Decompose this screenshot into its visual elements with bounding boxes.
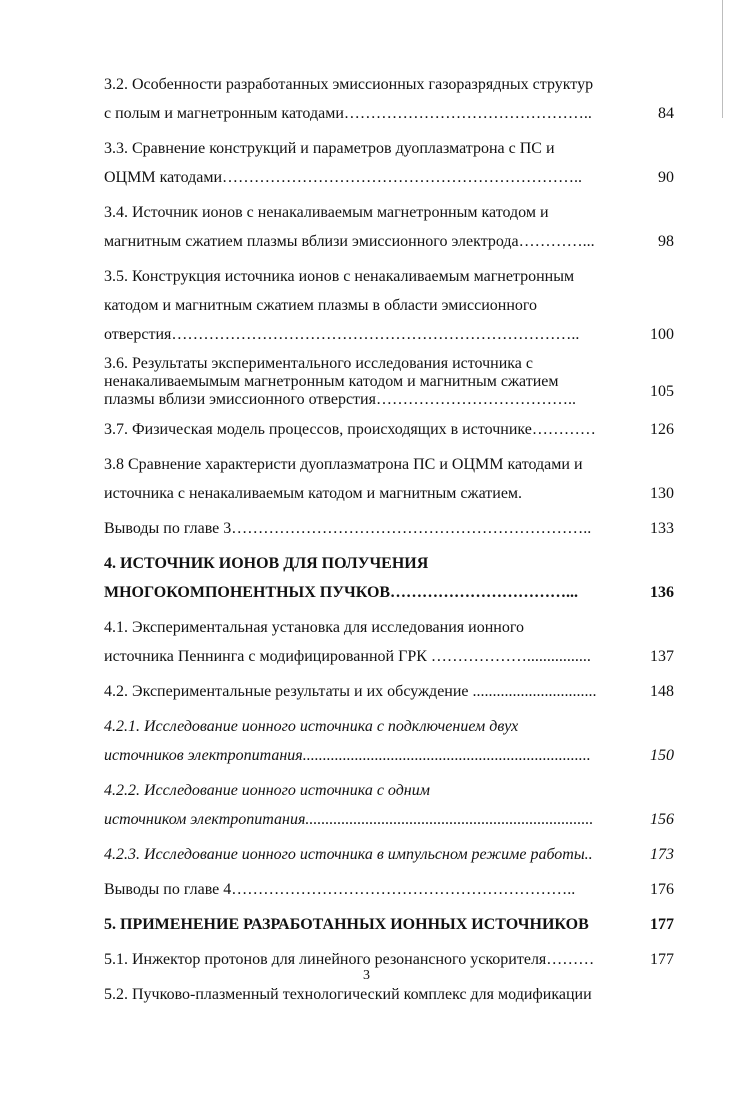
toc-entry-line: 3.7. Физическая модель процессов, происходящих в источнике………… [104,421,596,438]
toc-page-number: 176 [650,881,674,898]
toc-entry [104,980,674,1009]
toc-page-number: 98 [658,233,674,250]
toc-entry [104,910,674,939]
toc-entry [104,450,674,508]
page-number: 3 [363,968,370,983]
toc-page-number: 177 [650,951,674,968]
toc-entry-line: МНОГОКОМПОНЕНТНЫХ ПУЧКОВ……………………………... [104,584,579,601]
toc-entry-line: с полым и магнетронным катодами……………………………………….. [104,105,592,122]
toc-entry [104,549,674,607]
toc-entry [104,613,674,671]
toc-entry-line: Выводы по главе 4……………………………………………………….. [104,881,576,898]
toc-entry [104,70,674,128]
toc-entry-line: источником электропитания........................................................................ [104,811,594,828]
toc-page-number: 126 [650,421,674,438]
toc-entry-line: 4.2.2. Исследование ионного источника с одним [104,782,430,799]
toc-entry-line: 3.2. Особенности разработанных эмиссионных газоразрядных структур [104,76,594,93]
toc-entry-line: катодом и магнитным сжатием плазмы в области эмиссионного [104,297,538,314]
toc-entry [104,712,674,770]
toc-entry-line: 5.2. Пучково-плазменный технологический комплекс для модификации [104,986,592,1003]
toc-entry-line: 3.8 Сравнение характеристи дуоплазматрона ПС и ОЦММ катодами и [104,456,583,473]
toc-entry [104,875,674,904]
toc-entry [104,840,674,869]
toc-page-number: 137 [650,648,674,665]
toc-page-number: 177 [650,916,674,933]
toc-entry-line: 4.1. Экспериментальная установка для исследования ионного [104,619,524,636]
toc-entry [104,776,674,834]
toc-entry-line: источника с ненакаливаемым катодом и магнитным сжатием. [104,485,523,502]
toc-page-number: 136 [650,584,674,601]
toc-entry [104,677,674,706]
toc-entry [104,134,674,192]
toc-entry-line: ОЦММ катодами………………………………………………………….. [104,169,583,186]
toc-page-number: 173 [650,846,674,863]
toc-entry-line: 3.3. Сравнение конструкций и параметров дуоплазматрона с ПС и [104,140,555,157]
toc-page-number: 130 [650,485,674,502]
table-of-contents [104,70,674,1009]
toc-entry-line: 4.2.3. Исследование ионного источника в импульсном режиме работы.. [104,846,593,863]
toc-page-number: 84 [658,105,674,122]
toc-entry-line: 3.5. Конструкция источника ионов с ненакаливаемым магнетронным [104,268,575,285]
toc-page-number: 156 [650,811,674,828]
toc-entry-line: источника Пеннинга с модифицированной ГРК ………………................ [104,648,591,665]
toc-entry-line: 4.2. Экспериментальные результаты и их обсуждение ............................... [104,683,597,700]
toc-entry-line: магнитным сжатием плазмы вблизи эмиссионного электрода…………... [104,233,595,250]
toc-page-number: 90 [658,169,674,186]
toc-entry [104,262,674,349]
toc-entry [104,355,674,409]
toc-page-number: 148 [650,683,674,700]
toc-page-number: 105 [650,383,674,400]
toc-entry-line: источников электропитания........................................................................ [104,747,591,764]
toc-entry-line: 4.2.1. Исследование ионного источника с подключением двух [104,718,519,735]
toc-entry-line: 3.6. Результаты экспериментального исследования источника с [104,355,533,372]
toc-entry [104,198,674,256]
toc-entry [104,514,674,543]
toc-entry [104,415,674,444]
toc-entry-line: Выводы по главе 3………………………………………………………….. [104,520,592,537]
toc-entry-line: отверстия………………………………………………………………….. [104,326,580,343]
toc-page-number: 150 [650,747,674,764]
toc-entry-line: 3.4. Источник ионов с ненакаливаемым магнетронным катодом и [104,204,549,221]
toc-entry-line: ненакаливаемымым магнетронным катодом и магнитным сжатием [104,373,559,390]
toc-entry-line: 4. ИСТОЧНИК ИОНОВ ДЛЯ ПОЛУЧЕНИЯ [104,555,429,572]
toc-entry-line: 5. ПРИМЕНЕНИЕ РАЗРАБОТАННЫХ ИОННЫХ ИСТОЧНИКОВ [104,916,589,933]
toc-entry-line: плазмы вблизи эмиссионного отверстия……………………………….. [104,391,576,408]
toc-entry-line: 5.1. Инжектор протонов для линейного резонансного ускорителя……… [104,951,595,968]
toc-page-number: 100 [650,326,674,343]
toc-page-number: 133 [650,520,674,537]
scan-edge-line [722,0,723,118]
